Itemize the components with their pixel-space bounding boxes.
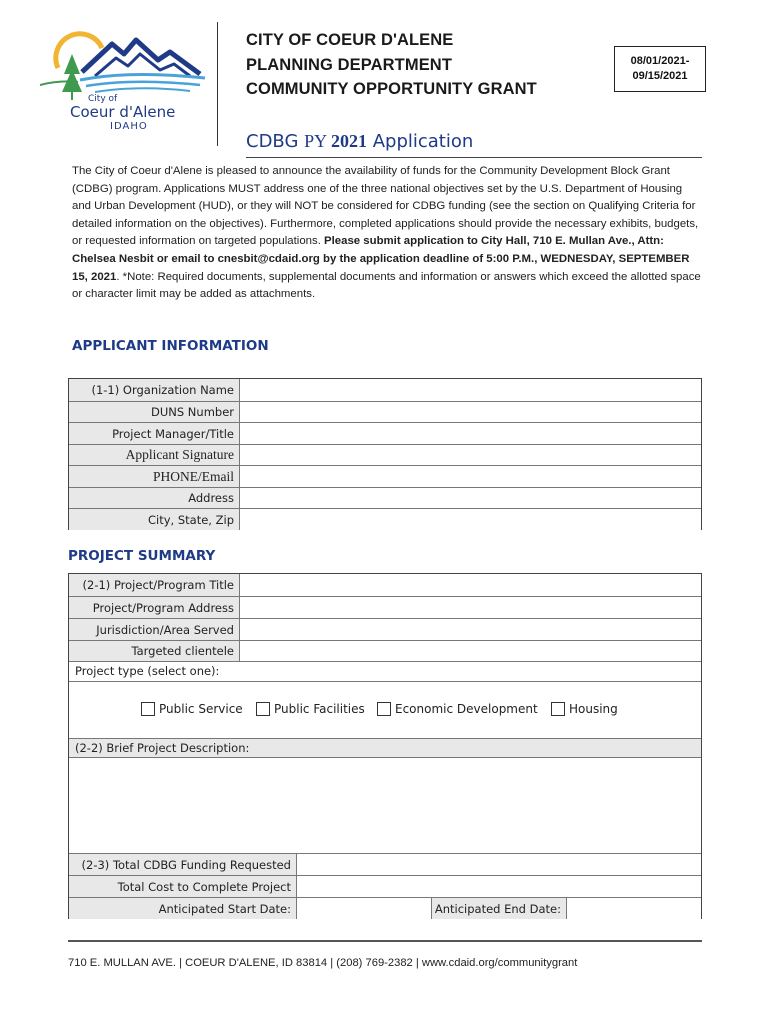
- type-economic-development[interactable]: [377, 702, 538, 716]
- table-row: [69, 465, 701, 487]
- city-logo: [40, 30, 215, 140]
- date-end: 09/15/2021: [632, 70, 688, 82]
- table-row: [69, 897, 701, 919]
- start-date-label: Anticipated Start Date:: [69, 898, 297, 919]
- department-name: PLANNING DEPARTMENT: [246, 56, 453, 74]
- title-py: PY: [304, 131, 331, 151]
- application-title: [246, 131, 473, 152]
- table-row: [69, 401, 701, 422]
- type-public-service[interactable]: [141, 702, 243, 716]
- address-label: Address: [69, 488, 240, 508]
- project-type-label: Project type (select one):: [75, 664, 220, 678]
- public-facilities-checkbox[interactable]: [256, 702, 270, 716]
- footer-rule: [68, 940, 702, 942]
- targeted-clientele-field[interactable]: [240, 641, 701, 661]
- description-field[interactable]: [69, 758, 701, 853]
- total-cost-label: Total Cost to Complete Project: [69, 876, 297, 897]
- city-state-zip-label: City, State, Zip: [69, 509, 240, 530]
- logo-city-of: City of: [88, 94, 118, 104]
- org-name-label: (1-1) Organization Name: [69, 379, 240, 401]
- type-public-facilities[interactable]: [256, 702, 365, 716]
- start-date-field[interactable]: [297, 898, 431, 919]
- description-label: (2-2) Brief Project Description:: [69, 738, 701, 758]
- public-service-label: Public Service: [159, 702, 243, 716]
- intro-submission-instructions: Please submit application to City Hall, 710 E. Mullan Ave., Attn: Chelsea Nesbit or email to cnesbit@cdaid.org by the application deadline of 5:00 P.M., WEDNESDAY, SEPTEMBER 15, 2021: [72, 235, 690, 283]
- project-address-field[interactable]: [240, 597, 701, 618]
- project-title-field[interactable]: [240, 574, 701, 596]
- table-row: [69, 574, 701, 596]
- targeted-clientele-label: Targeted clientele: [69, 641, 240, 661]
- city-state-zip-field[interactable]: [240, 509, 701, 530]
- jurisdiction-label: Jurisdiction/Area Served: [69, 619, 240, 640]
- housing-checkbox[interactable]: [551, 702, 565, 716]
- applicant-heading: APPLICANT INFORMATION: [72, 338, 269, 354]
- intro-text: The City of Coeur d'Alene is pleased to announce the availability of funds for the Community Development Block Grant (CDBG) program. Applications MUST address one of the three national objectives set by the U.S. Department of Housing and Urban Development (HUD), or they will NOT be considered for CDBG funding (see the section on Qualifying Criteria for detailed information on the objectives). Furthermore, completed applications should provide the necessary exhibits, budgets, or requested information on targeted populations.: [72, 165, 699, 248]
- economic-development-checkbox[interactable]: [377, 702, 391, 716]
- logo-state: IDAHO: [110, 121, 148, 132]
- table-row: [69, 640, 701, 661]
- public-facilities-label: Public Facilities: [274, 702, 365, 716]
- address-field[interactable]: [240, 488, 701, 508]
- duns-field[interactable]: [240, 402, 701, 422]
- end-date-field[interactable]: [567, 898, 701, 919]
- duns-label: DUNS Number: [69, 402, 240, 422]
- table-row: [69, 618, 701, 640]
- phone-email-field[interactable]: [240, 466, 701, 487]
- intro-paragraph: [72, 163, 704, 304]
- jurisdiction-field[interactable]: [240, 619, 701, 640]
- project-summary-heading: PROJECT SUMMARY: [68, 548, 216, 564]
- org-name-field[interactable]: [240, 379, 701, 401]
- table-row: [69, 596, 701, 618]
- applicant-table: [68, 378, 702, 530]
- logo-city-name: Coeur d'Alene: [70, 103, 176, 121]
- project-manager-label: Project Manager/Title: [69, 423, 240, 444]
- housing-label: Housing: [569, 702, 618, 716]
- type-housing[interactable]: [551, 702, 618, 716]
- table-row: [69, 875, 701, 897]
- table-row: [69, 422, 701, 444]
- table-row: [69, 508, 701, 530]
- org-name: CITY OF COEUR D'ALENE: [246, 31, 454, 49]
- total-cost-field[interactable]: [297, 876, 701, 897]
- project-title-label: (2-1) Project/Program Title: [69, 574, 240, 596]
- title-year: 2021: [330, 131, 367, 151]
- footer-contact: 710 E. MULLAN AVE. | COEUR D'ALENE, ID 83814 | (208) 769-2382 | www.cdaid.org/communitygrant: [68, 957, 578, 969]
- funding-requested-label: (2-3) Total CDBG Funding Requested: [69, 854, 297, 875]
- title-cdbg: CDBG: [246, 131, 305, 152]
- project-type-divider: [69, 681, 701, 682]
- table-row: [69, 444, 701, 465]
- program-name: COMMUNITY OPPORTUNITY GRANT: [246, 80, 537, 98]
- project-type-row: [69, 661, 701, 737]
- header-divider: [217, 22, 218, 146]
- table-row: [69, 487, 701, 508]
- project-table: [68, 573, 702, 919]
- project-manager-field[interactable]: [240, 423, 701, 444]
- title-application: Application: [366, 131, 474, 152]
- end-date-label: Anticipated End Date:: [431, 898, 567, 919]
- table-row: [69, 379, 701, 401]
- phone-email-label: PHONE/Email: [69, 466, 240, 487]
- intro-note: . *Note: Required documents, supplemental documents and information or answers which exceed the allotted space or character limit may be added as attachments.: [72, 270, 701, 301]
- title-rule: [246, 157, 702, 158]
- date-range-box: [614, 46, 706, 92]
- public-service-checkbox[interactable]: [141, 702, 155, 716]
- economic-development-label: Economic Development: [395, 702, 538, 716]
- date-start: 08/01/2021-: [630, 55, 690, 67]
- funding-requested-field[interactable]: [297, 854, 701, 875]
- table-row: [69, 853, 701, 875]
- project-address-label: Project/Program Address: [69, 597, 240, 618]
- applicant-signature-label: Applicant Signature: [69, 445, 240, 465]
- applicant-signature-field[interactable]: [240, 445, 701, 465]
